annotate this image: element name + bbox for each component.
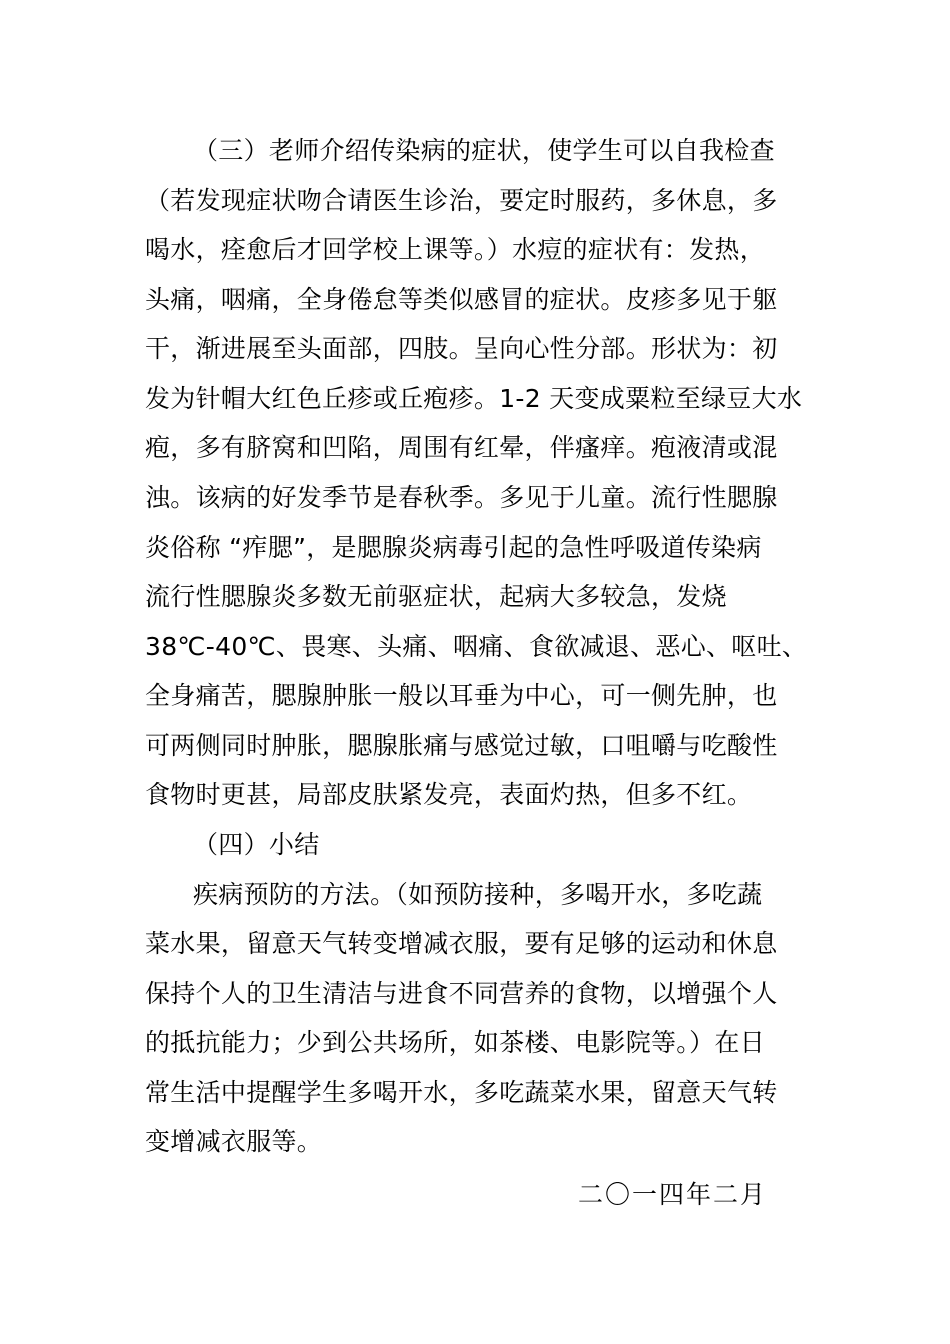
document-date: 二〇一四年二月 (578, 1180, 768, 1209)
paragraph-line: 常生活中提醒学生多喝开水，多吃蔬菜水果，留意天气转 (145, 1078, 778, 1107)
paragraph-line: 全身痛苦，腮腺肿胀一般以耳垂为中心，可一侧先肿，也 (145, 681, 778, 710)
paragraph-line: （若发现症状吻合请医生诊治，要定时服药，多休息，多 (145, 186, 778, 215)
paragraph-line: 38℃-40℃、畏寒、头痛、咽痛、食欲减退、恶心、呕吐、 (145, 632, 808, 661)
paragraph-line: 浊。该病的好发季节是春秋季。多见于儿童。流行性腮腺 (145, 483, 778, 512)
paragraph-line: 喝水，痊愈后才回学校上课等。）水痘的症状有：发热， (145, 235, 766, 264)
paragraph-line: 干，渐进展至头面部，四肢。呈向心性分部。形状为：初 (145, 334, 778, 363)
paragraph-line: 疾病预防的方法。（如预防接种，多喝开水，多吃蔬 (193, 880, 763, 909)
paragraph-line: 菜水果，留意天气转变增减衣服，要有足够的运动和休息 (145, 929, 778, 958)
paragraph-line: 保持个人的卫生清洁与进食不同营养的食物，以增强个人 (145, 979, 778, 1008)
section-heading: （四）小结 (193, 830, 320, 859)
paragraph-line: 的抵抗能力；少到公共场所，如茶楼、电影院等。）在日 (145, 1028, 766, 1057)
paragraph-line: 可两侧同时肿胀，腮腺胀痛与感觉过敏，口咀嚼与吃酸性 (145, 731, 778, 760)
paragraph-line: 流行性腮腺炎多数无前驱症状，起病大多较急，发烧 (145, 582, 727, 611)
paragraph-line: 头痛，咽痛，全身倦怠等类似感冒的症状。皮疹多见于躯 (145, 285, 778, 314)
paragraph-line: 疱，多有脐窝和凹陷，周围有红晕，伴瘙痒。疱液清或混 (145, 433, 778, 462)
paragraph-line: 炎俗称 “痄腮”，是腮腺炎病毒引起的急性呼吸道传染病 (145, 533, 762, 562)
paragraph-line: 变增减衣服等。 (145, 1127, 323, 1156)
paragraph-line: 食物时更甚，局部皮肤紧发亮，表面灼热，但多不红。 (145, 780, 753, 809)
paragraph-line: 发为针帽大红色丘疹或丘疱疹。1-2 天变成粟粒至绿豆大水 (145, 384, 803, 413)
paragraph-line: （三）老师介绍传染病的症状，使学生可以自我检查 (193, 136, 775, 165)
